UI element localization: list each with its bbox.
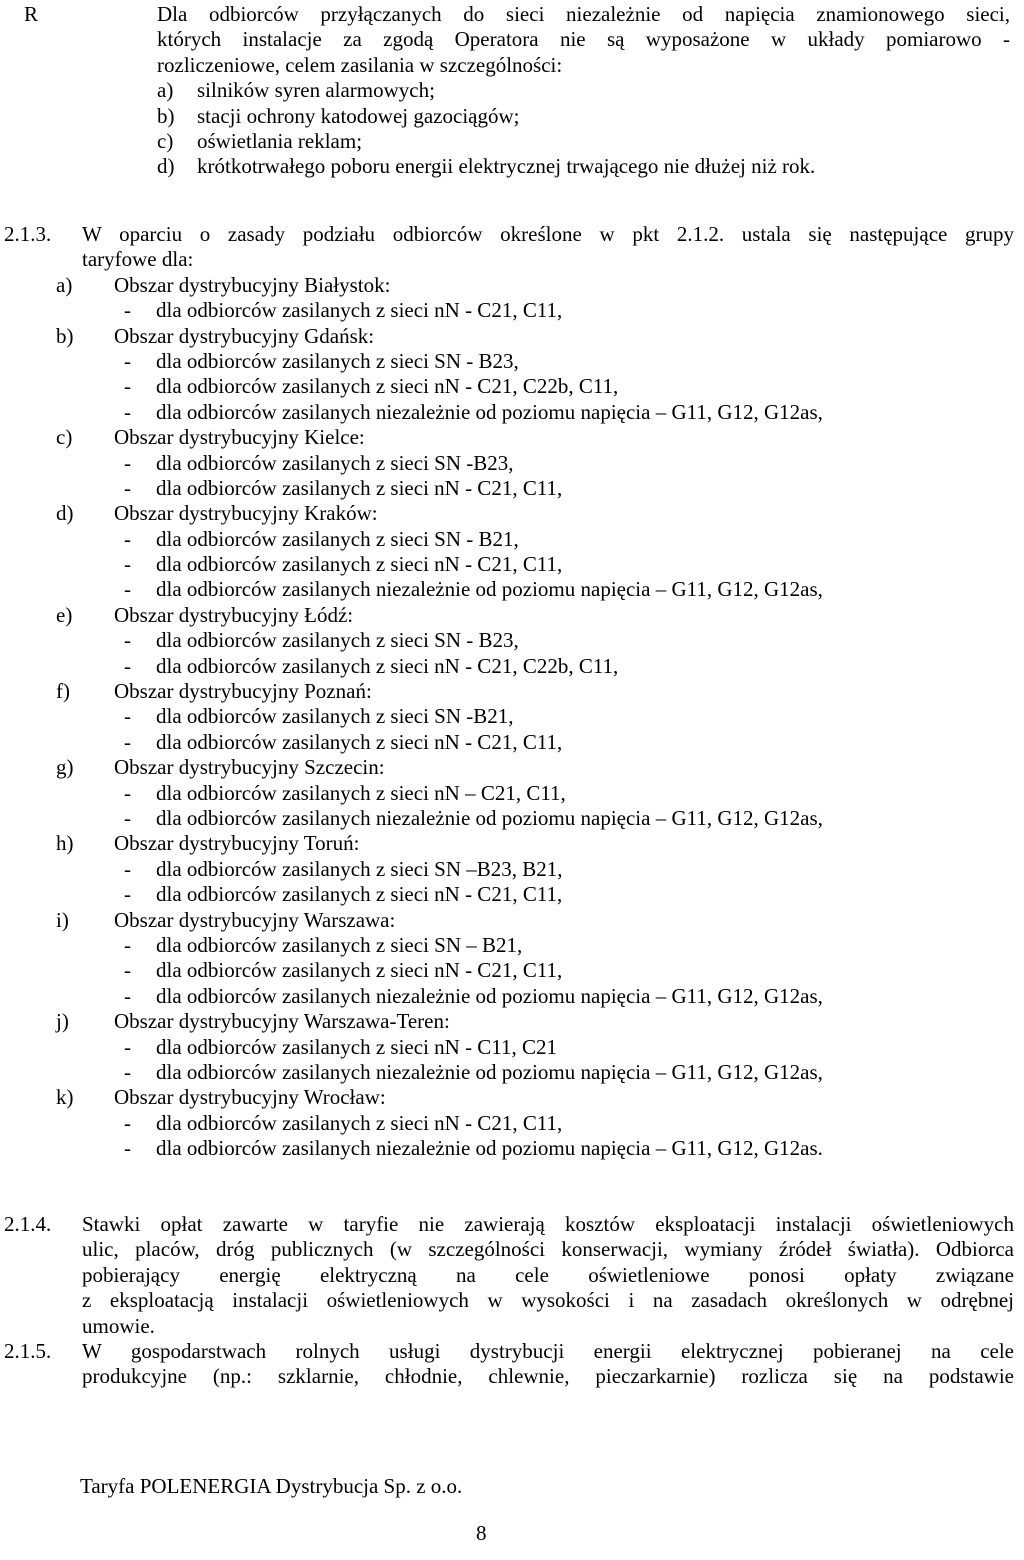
dash-bullet: -	[124, 526, 131, 551]
area-title: Obszar dystrybucyjny Szczecin:	[114, 755, 385, 780]
area-item-text: dla odbiorców zasilanych z sieci nN - C21, C11,	[156, 298, 563, 323]
area-item	[82, 704, 1014, 729]
area-title: Obszar dystrybucyjny Poznań:	[114, 679, 372, 704]
area-label: a)	[56, 272, 73, 297]
item-label: a)	[157, 78, 174, 103]
dash-bullet: -	[124, 1059, 131, 1084]
intro-marker: R	[24, 2, 39, 26]
area-label: e)	[56, 602, 73, 627]
intro-line: Dla odbiorców przyłączanych do sieci niezależnie od napięcia znamionowego sieci,	[157, 2, 1010, 26]
area-item-text: dla odbiorców zasilanych z sieci nN – C21, C11,	[156, 780, 566, 805]
area-item-text: dla odbiorców zasilanych z sieci SN -B21,	[156, 704, 514, 729]
section-line: umowie.	[82, 1313, 155, 1338]
section-line: Stawki opłat zawarte w taryfie nie zawierają kosztów eksploatacji instalacji oświetleniowych	[82, 1212, 1014, 1236]
section-line: taryfowe dla:	[82, 247, 194, 272]
dash-bullet: -	[124, 475, 131, 500]
area-heading	[56, 501, 1014, 526]
area-item	[82, 451, 1014, 476]
area-item	[82, 298, 1014, 323]
area-item-text: dla odbiorców zasilanych niezależnie od poziomu napięcia – G11, G12, G12as,	[156, 577, 823, 602]
dash-bullet: -	[124, 882, 131, 907]
area-item-text: dla odbiorców zasilanych z sieci SN – B21,	[156, 932, 523, 957]
section-number: 2.1.3.	[4, 222, 52, 246]
section-number: 2.1.4.	[4, 1212, 52, 1236]
item-label: c)	[157, 128, 174, 153]
area-title: Obszar dystrybucyjny Warszawa:	[114, 907, 396, 932]
dash-bullet: -	[124, 729, 131, 754]
dash-bullet: -	[124, 298, 131, 323]
section-number: 2.1.5.	[4, 1339, 52, 1363]
area-heading	[56, 602, 1014, 628]
area-title: Obszar dystrybucyjny Łódź:	[114, 602, 354, 627]
item-text: oświetlania reklam;	[197, 128, 363, 153]
intro-item	[157, 129, 1010, 154]
area-item-text: dla odbiorców zasilanych z sieci nN - C11, C21	[156, 1034, 558, 1059]
area-heading	[56, 755, 1014, 780]
dash-bullet: -	[124, 1136, 131, 1161]
area-item	[82, 349, 1014, 374]
area-item	[82, 781, 1014, 806]
dash-bullet: -	[124, 628, 131, 653]
footer-text: Taryfa POLENERGIA Dystrybucja Sp. z o.o.	[80, 1474, 463, 1498]
area-title: Obszar dystrybucyjny Toruń:	[114, 831, 360, 856]
area-item-text: dla odbiorców zasilanych z sieci nN - C21, C11,	[156, 958, 563, 983]
item-label: b)	[157, 103, 175, 128]
dash-bullet: -	[124, 856, 131, 881]
area-title: Obszar dystrybucyjny Kielce:	[114, 425, 365, 450]
dash-bullet: -	[124, 399, 131, 424]
area-title: Obszar dystrybucyjny Białystok:	[114, 272, 391, 297]
area-item	[82, 1060, 1014, 1085]
intro-line: rozliczeniowe, celem zasilania w szczególności:	[157, 52, 563, 77]
area-title: Obszar dystrybucyjny Gdańsk:	[114, 323, 375, 348]
area-item-text: dla odbiorców zasilanych niezależnie od poziomu napięcia – G11, G12, G12as,	[156, 983, 823, 1008]
area-item-text: dla odbiorców zasilanych niezależnie od poziomu napięcia – G11, G12, G12as,	[156, 399, 823, 424]
section-line: produkcyjne (np.: szklarnie, chłodnie, chlewnie, pieczarkarnie) rozlicza się na podstawie	[82, 1364, 1014, 1389]
area-heading	[56, 679, 1014, 704]
area-item-text: dla odbiorców zasilanych z sieci nN - C21, C11,	[156, 729, 563, 754]
area-heading	[56, 1085, 1014, 1110]
dash-bullet: -	[124, 1110, 131, 1135]
area-item	[82, 1035, 1014, 1060]
area-item-text: dla odbiorców zasilanych z sieci nN - C21, C22b, C11,	[156, 374, 619, 399]
area-item	[82, 984, 1014, 1009]
area-item	[82, 628, 1014, 653]
dash-bullet: -	[124, 704, 131, 729]
item-label: d)	[157, 154, 175, 179]
area-item-text: dla odbiorców zasilanych z sieci SN - B21,	[156, 526, 519, 551]
area-label: g)	[56, 755, 74, 780]
dash-bullet: -	[124, 932, 131, 957]
area-title: Obszar dystrybucyjny Kraków:	[114, 501, 378, 526]
intro-item	[157, 154, 1010, 179]
item-text: stacji ochrony katodowej gazociągów;	[197, 103, 520, 128]
area-label: j)	[56, 1009, 69, 1034]
area-label: h)	[56, 831, 74, 856]
intro-item	[157, 104, 1010, 129]
area-item	[82, 958, 1014, 983]
area-item	[82, 933, 1014, 958]
area-item-text: dla odbiorców zasilanych z sieci SN - B23,	[156, 348, 519, 373]
area-heading	[56, 272, 1014, 298]
section-line: z eksploatacją instalacji oświetleniowych w wysokości i na zasadach określonych w odrębnej	[82, 1288, 1014, 1313]
area-item-text: dla odbiorców zasilanych z sieci nN - C21, C11,	[156, 882, 563, 907]
intro-item	[157, 78, 1010, 103]
area-item-text: dla odbiorców zasilanych z sieci nN - C21, C11,	[156, 1110, 563, 1135]
area-heading	[56, 1009, 1014, 1034]
area-item-text: dla odbiorców zasilanych niezależnie od poziomu napięcia – G11, G12, G12as.	[156, 1136, 823, 1161]
tariff-areas-list	[56, 272, 1014, 1162]
intro-line: których instalacje za zgodą Operatora nie są wyposażone w układy pomiarowo -	[157, 27, 1010, 52]
area-item	[82, 400, 1014, 425]
area-item	[82, 476, 1014, 501]
area-heading	[56, 831, 1014, 856]
area-item	[82, 374, 1014, 399]
dash-bullet: -	[124, 806, 131, 830]
item-text: krótkotrwałego poboru energii elektrycznej trwającego nie dłużej niż rok.	[197, 154, 816, 179]
area-item	[82, 806, 1014, 831]
area-label: b)	[56, 323, 74, 348]
section-line: W gospodarstwach rolnych usługi dystrybucji energii elektrycznej pobieranej na cele	[82, 1339, 1014, 1363]
section-line: ulic, placów, dróg publicznych (w szczególności konserwacji, wymiany źródeł światła). Odbiorca	[82, 1237, 1014, 1262]
area-label: i)	[56, 907, 69, 932]
area-item	[82, 552, 1014, 577]
area-item-text: dla odbiorców zasilanych z sieci nN - C21, C11,	[156, 475, 563, 500]
dash-bullet: -	[124, 348, 131, 373]
area-label: c)	[56, 425, 73, 450]
area-heading	[56, 425, 1014, 450]
area-item	[82, 577, 1014, 602]
dash-bullet: -	[124, 653, 131, 678]
area-label: k)	[56, 1085, 74, 1110]
area-label: f)	[56, 679, 70, 704]
area-item-text: dla odbiorców zasilanych z sieci SN -B23,	[156, 450, 514, 475]
area-label: d)	[56, 501, 74, 526]
area-heading	[56, 323, 1014, 349]
area-item-text: dla odbiorców zasilanych z sieci SN - B23,	[156, 628, 519, 653]
area-item-text: dla odbiorców zasilanych z sieci nN - C21, C11,	[156, 552, 563, 577]
area-item	[82, 857, 1014, 882]
area-item-text: dla odbiorców zasilanych niezależnie od poziomu napięcia – G11, G12, G12as,	[156, 1059, 823, 1084]
area-item	[82, 882, 1014, 907]
area-title: Obszar dystrybucyjny Wrocław:	[114, 1085, 386, 1110]
area-item	[82, 654, 1014, 679]
dash-bullet: -	[124, 552, 131, 577]
area-title: Obszar dystrybucyjny Warszawa-Teren:	[114, 1009, 450, 1034]
area-item	[82, 527, 1014, 552]
dash-bullet: -	[124, 958, 131, 983]
area-item	[82, 1136, 1014, 1161]
area-item	[82, 1111, 1014, 1136]
dash-bullet: -	[124, 1034, 131, 1059]
area-item-text: dla odbiorców zasilanych z sieci SN –B23, B21,	[156, 856, 563, 881]
dash-bullet: -	[124, 780, 131, 805]
section-line: pobierający energię elektryczną na cele oświetleniowe ponosi opłaty związane	[82, 1262, 1014, 1287]
dash-bullet: -	[124, 374, 131, 399]
dash-bullet: -	[124, 983, 131, 1008]
section-line: W oparciu o zasady podziału odbiorców określone w pkt 2.1.2. ustala się następujące grupy	[82, 222, 1014, 246]
dash-bullet: -	[124, 577, 131, 602]
dash-bullet: -	[124, 450, 131, 475]
page-number: 8	[476, 1521, 487, 1545]
area-item-text: dla odbiorców zasilanych z sieci nN - C21, C22b, C11,	[156, 653, 619, 678]
item-text: silników syren alarmowych;	[197, 78, 435, 103]
area-item-text: dla odbiorców zasilanych niezależnie od poziomu napięcia – G11, G12, G12as,	[156, 806, 823, 830]
area-item	[82, 730, 1014, 755]
area-heading	[56, 907, 1014, 933]
